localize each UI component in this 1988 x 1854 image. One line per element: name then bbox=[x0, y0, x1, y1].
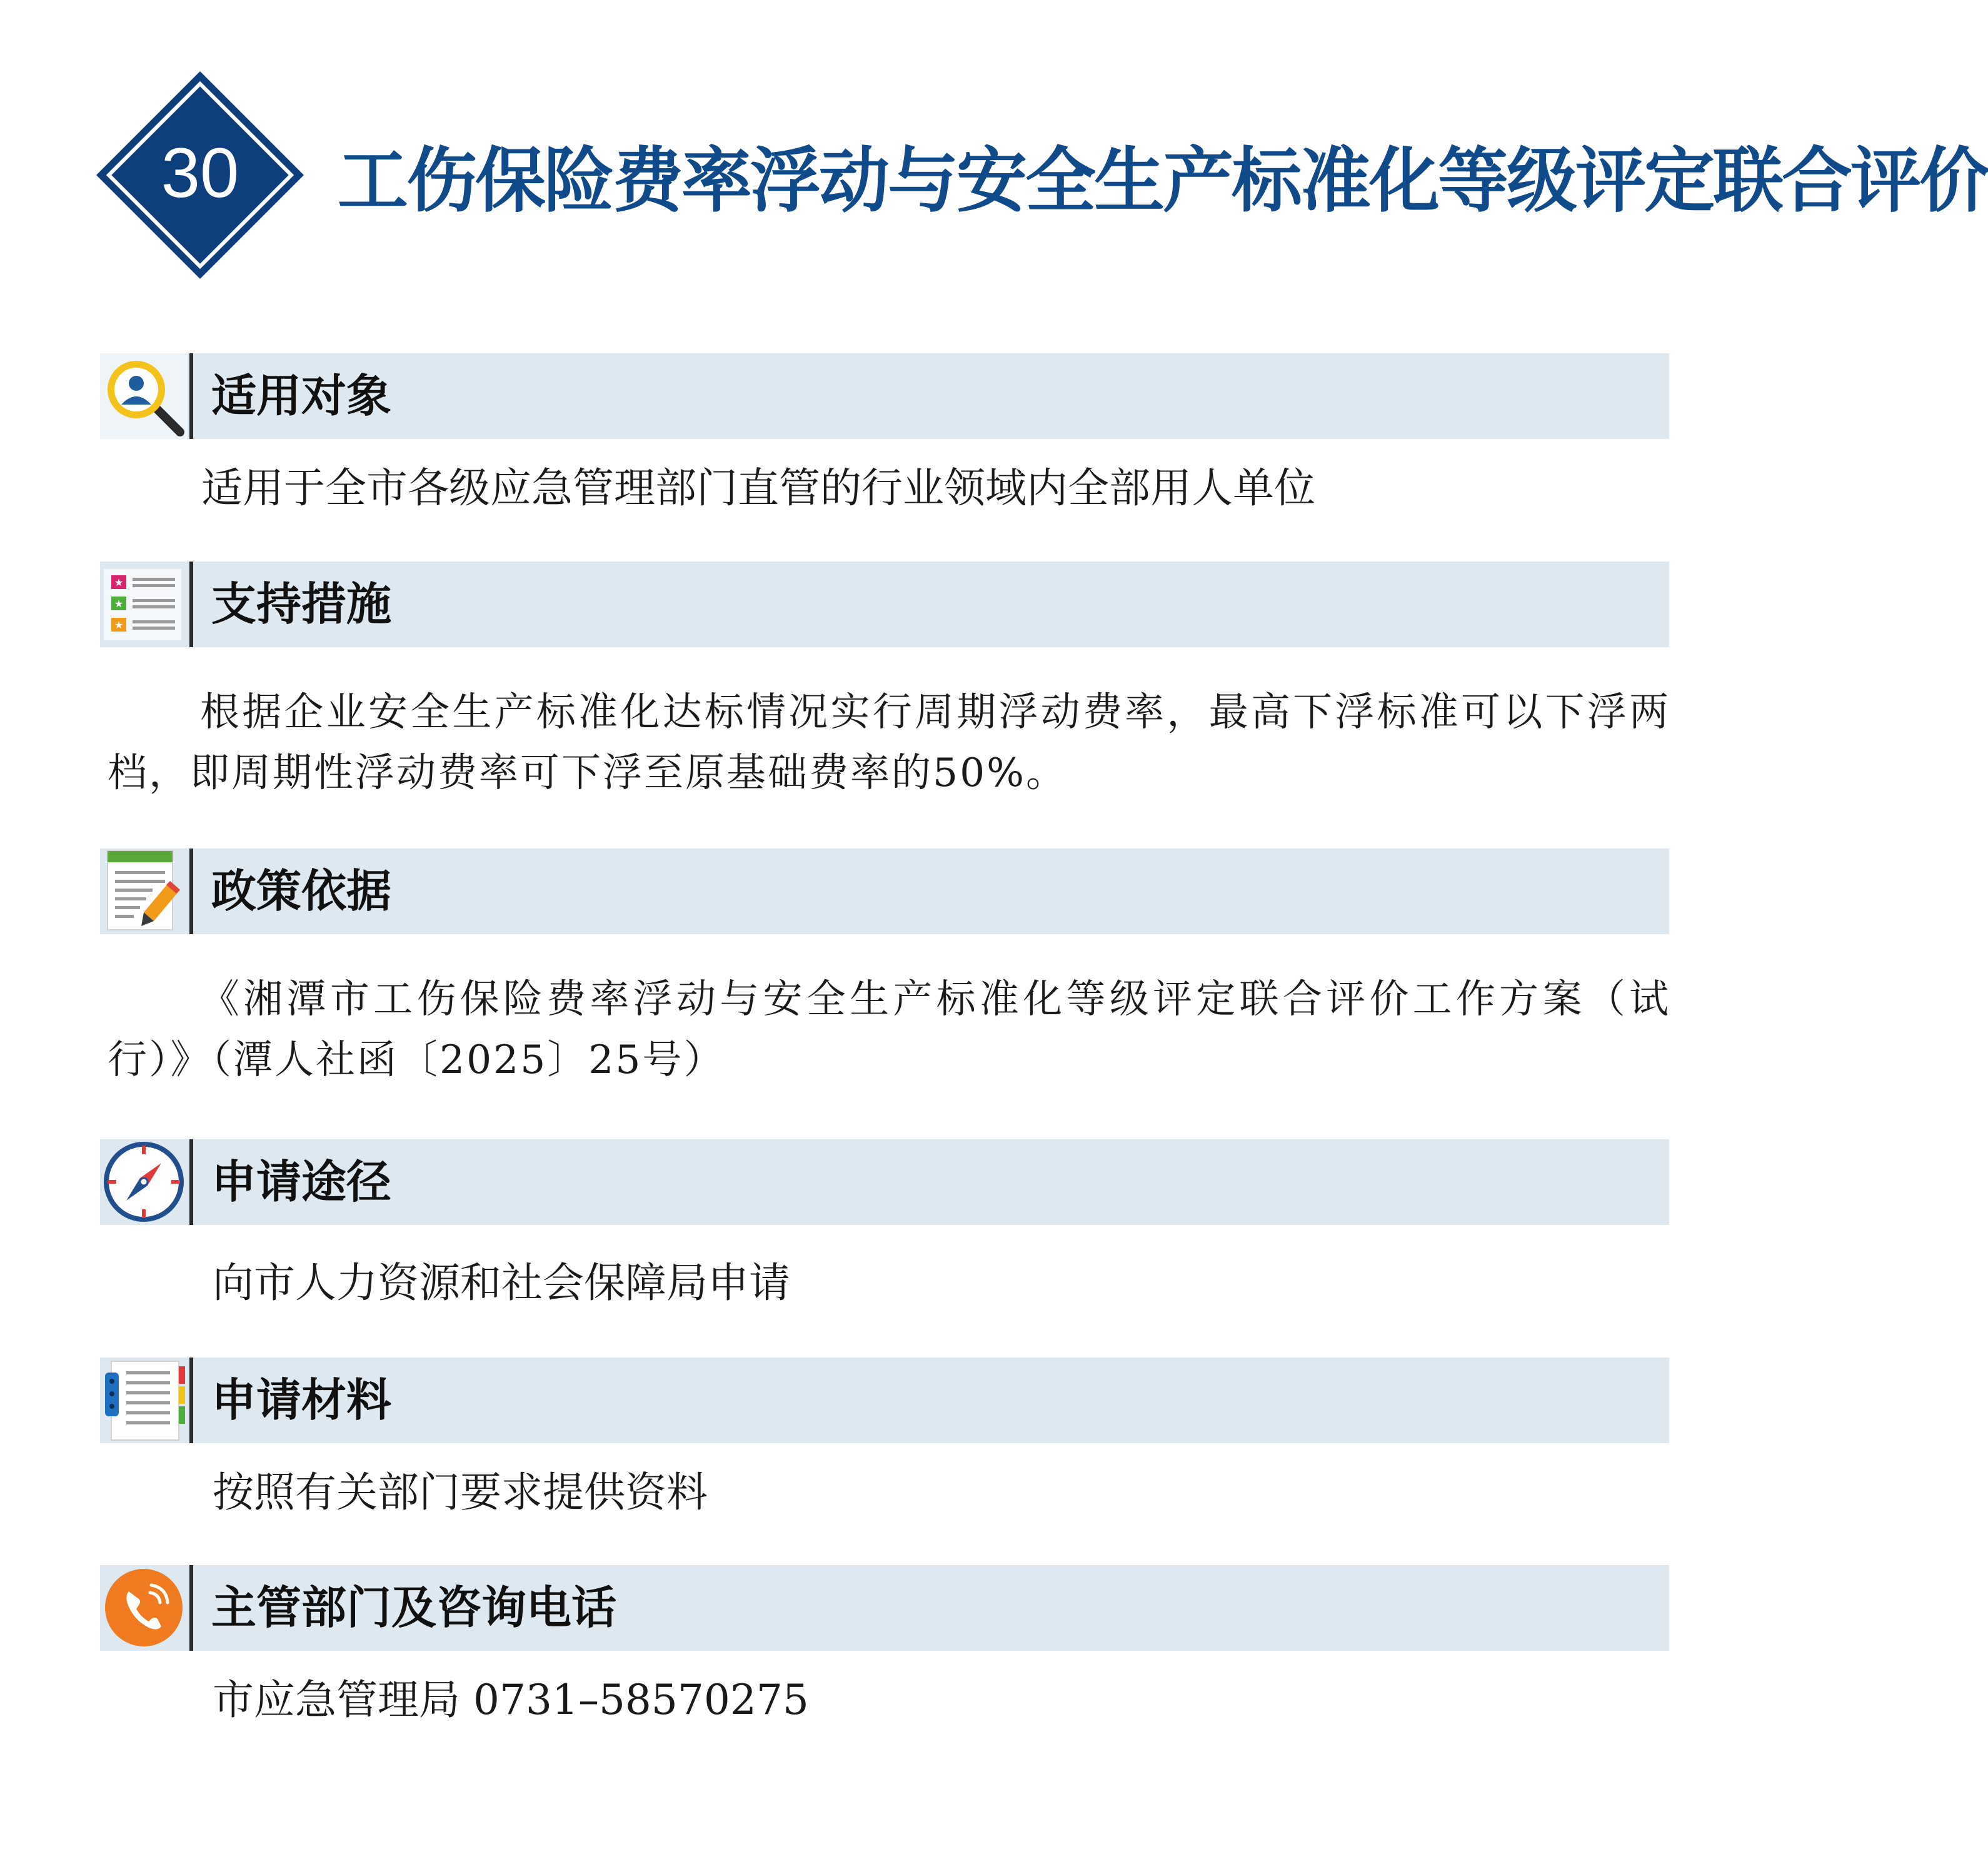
section-title: 适用对象 bbox=[211, 370, 392, 422]
section-title: 支持措施 bbox=[211, 578, 392, 630]
checklist-icon bbox=[100, 562, 188, 647]
section-header-channel bbox=[100, 1139, 1669, 1225]
section-number-badge bbox=[94, 69, 306, 281]
section-header-materials bbox=[100, 1358, 1669, 1443]
compass-icon bbox=[100, 1139, 188, 1225]
section-divider bbox=[189, 1565, 193, 1651]
page-title: 工伤保险费率浮动与安全生产标准化等级评定联合评价 bbox=[338, 139, 1988, 222]
section-header-measures bbox=[100, 562, 1669, 647]
section-divider bbox=[189, 1139, 193, 1225]
section-header-policy bbox=[100, 849, 1669, 934]
section-content: 《湘潭市工伤保险费率浮动与安全生产标准化等级评定联合评价工作方案（试行）》（潭人社函〔2025〕25号） bbox=[108, 976, 1670, 1082]
document-pencil-icon bbox=[100, 849, 188, 934]
section-content: 按照有关部门要求提供资料 bbox=[213, 1468, 708, 1516]
section-title: 申请途径 bbox=[211, 1156, 392, 1208]
section-header-target bbox=[100, 353, 1669, 439]
magnifier-person-icon bbox=[100, 353, 188, 439]
section-divider bbox=[189, 353, 193, 439]
section-title: 申请材料 bbox=[211, 1374, 392, 1426]
svg-text:★: ★ bbox=[114, 619, 124, 631]
section-content: 根据企业安全生产标准化达标情况实行周期浮动费率，最高下浮标准可以下浮两档，即周期性浮动费率可下浮至原基础费率的50%。 bbox=[108, 689, 1670, 795]
section-content: 适用于全市各级应急管理部门直管的行业领域内全部用人单位 bbox=[201, 464, 1315, 512]
section-divider bbox=[189, 1358, 193, 1443]
diamond-badge-icon bbox=[94, 69, 306, 281]
section-title: 主管部门及咨询电话 bbox=[211, 1581, 617, 1634]
section-title: 政策依据 bbox=[211, 865, 392, 917]
section-divider bbox=[189, 562, 193, 647]
section-content: 向市人力资源和社会保障局申请 bbox=[213, 1259, 790, 1307]
section-content: 市应急管理局 0731–58570275 bbox=[213, 1676, 809, 1724]
svg-text:★: ★ bbox=[114, 577, 124, 588]
section-number: 30 bbox=[161, 134, 239, 212]
phone-icon bbox=[100, 1565, 188, 1651]
notebook-icon bbox=[100, 1358, 188, 1443]
svg-text:★: ★ bbox=[114, 598, 124, 610]
section-header-contact bbox=[100, 1565, 1669, 1651]
section-divider bbox=[189, 849, 193, 934]
